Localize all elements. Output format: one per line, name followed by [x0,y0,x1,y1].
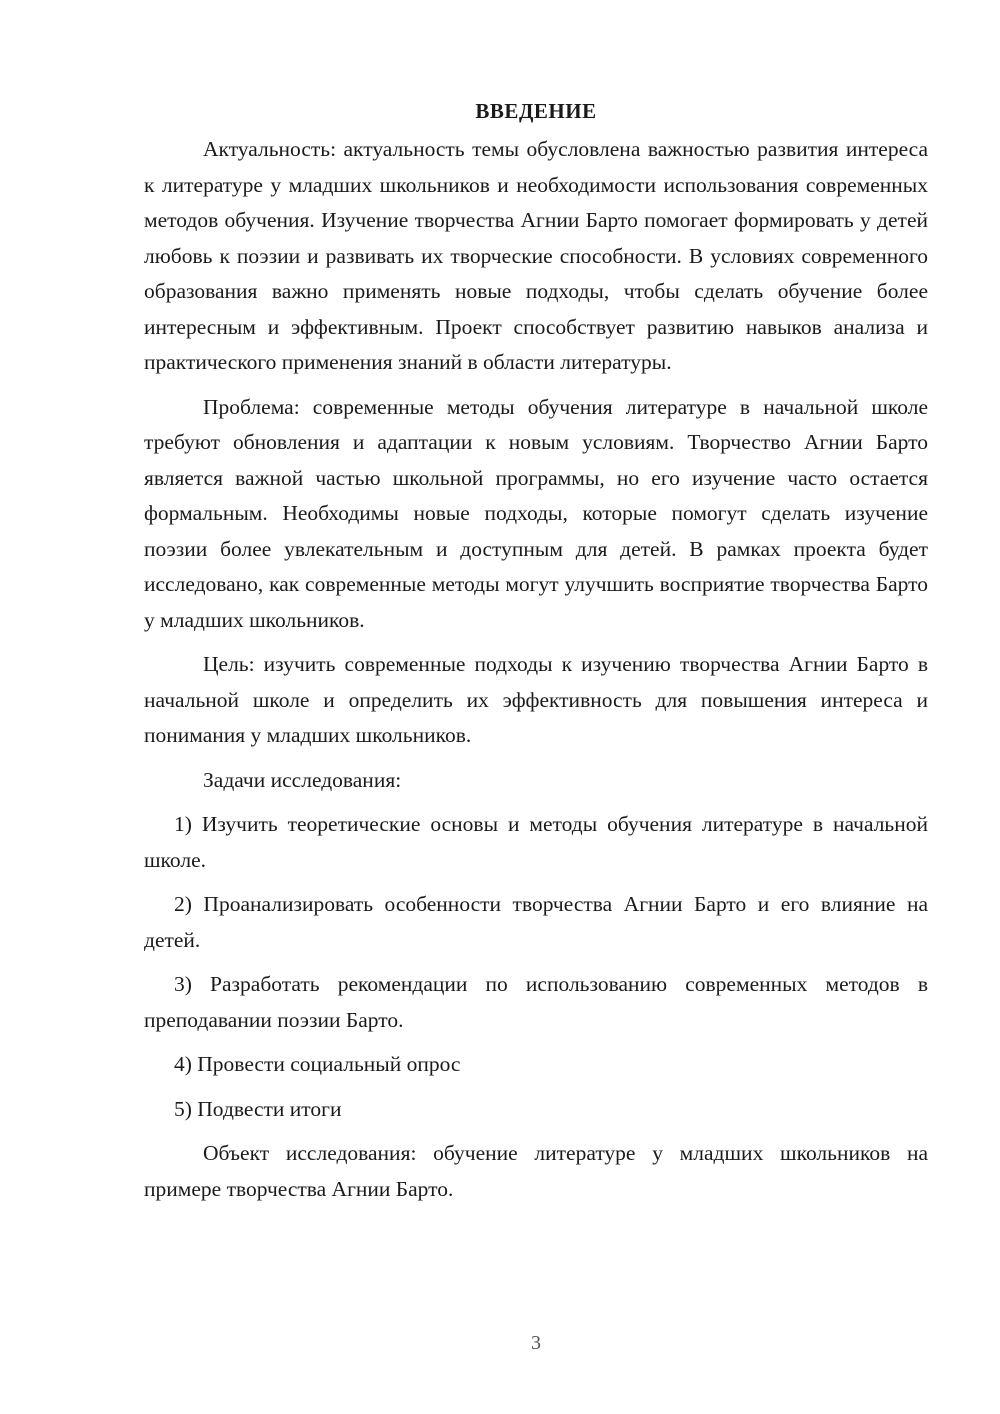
paragraph-problem: Проблема: современные методы обучения литературе в начальной школе требуют обновления и адаптации к новым условиям. Творчество Агнии Барто является важной частью школьной программы, но его изучение часто остается формальным. Необходимы новые подходы, которые помогут сделать изучение поэзии более увлекательным и доступным для детей. В рамках проекта будет исследовано, как современные методы могут улучшить восприятие творчества Барто у младших школьников. [144,394,928,632]
task-item: 4) Провести социальный опрос [174,1052,461,1076]
task-item: 1) Изучить теоретические основы и методы обучения литературе в начальной школе. [144,812,928,872]
task-item: 5) Подвести итоги [174,1096,342,1121]
section-title: ВВЕДЕНИЕ [475,99,597,123]
paragraph-relevance: Актуальность: актуальность темы обусловлена важностью развития интереса к литературе у младших школьников и необходимости использования современных методов обучения. Изучение творчества Агнии Барто помогает формировать у детей любовь к поэзии и развивать их творческие способности. В условиях современного образования важно применять новые подходы, чтобы сделать обучение более интересным и эффективным. Проект способствует развитию навыков анализа и практического применения знаний в области литературы. [144,137,928,374]
page-number: 3 [531,1332,541,1354]
task-item: 2) Проанализировать особенности творчества Агнии Барто и его влияние на детей. [144,892,928,952]
paragraph-object: Объект исследования: обучение литературе у младших школьников на примере творчества Агнии Барто. [144,1141,928,1201]
paragraph-goal: Цель: изучить современные подходы к изучению творчества Агнии Барто в начальной школе и определить их эффективность для повышения интереса и понимания у младших школьников. [144,652,928,747]
task-item: 3) Разработать рекомендации по использованию современных методов в преподавании поэзии Барто. [144,972,928,1032]
tasks-heading: Задачи исследования: [203,767,402,792]
page-content [144,96,928,1216]
